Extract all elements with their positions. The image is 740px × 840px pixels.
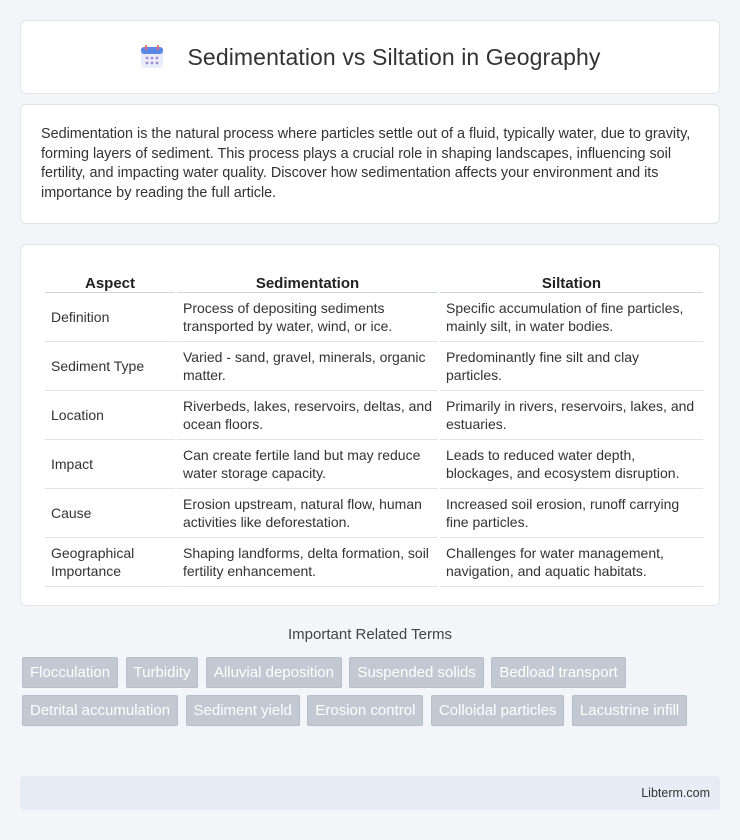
table-header-row xyxy=(45,265,703,293)
header-siltation: Siltation xyxy=(440,265,703,293)
table-row xyxy=(45,391,703,440)
comparison-table xyxy=(43,265,705,587)
row-sedimentation: Process of depositing sediments transported by water, wind, or ice. xyxy=(177,293,438,342)
header-card xyxy=(20,20,720,94)
related-terms-title: Important Related Terms xyxy=(288,626,452,643)
calendar-icon xyxy=(139,44,165,70)
footer xyxy=(20,776,720,810)
row-siltation: Specific accumulation of fine particles, mainly silt, in water bodies. xyxy=(440,293,703,342)
header-sedimentation: Sedimentation xyxy=(177,265,438,293)
table-row xyxy=(45,538,703,587)
row-aspect: Location xyxy=(45,391,175,440)
term-tag[interactable]: Sediment yield xyxy=(186,695,300,726)
row-siltation: Leads to reduced water depth, blockages, and ecosystem disruption. xyxy=(440,440,703,489)
row-aspect: Impact xyxy=(45,440,175,489)
row-sedimentation: Riverbeds, lakes, reservoirs, deltas, and ocean floors. xyxy=(177,391,438,440)
table-row xyxy=(45,440,703,489)
page-title: Sedimentation vs Siltation in Geography xyxy=(187,43,601,70)
intro-text: Sedimentation is the natural process where particles settle out of a fluid, typically water, due to gravity, forming layers of sediment. This process plays a crucial role in shaping landscapes, influencing soil fertility, and impacting water quality. Discover how sedimentation affects your environment and its importance by reading the full article. xyxy=(41,126,691,201)
term-tag[interactable]: Turbidity xyxy=(126,657,199,688)
row-siltation: Primarily in rivers, reservoirs, lakes, and estuaries. xyxy=(440,391,703,440)
intro-card xyxy=(20,104,720,224)
header-aspect: Aspect xyxy=(45,265,175,293)
table-row xyxy=(45,293,703,342)
table-row xyxy=(45,489,703,538)
term-tag[interactable]: Detrital accumulation xyxy=(22,695,178,726)
term-tag[interactable]: Suspended solids xyxy=(349,657,483,688)
term-tag[interactable]: Erosion control xyxy=(307,695,423,726)
row-aspect: Cause xyxy=(45,489,175,538)
row-aspect: Definition xyxy=(45,293,175,342)
row-siltation: Challenges for water management, navigation, and aquatic habitats. xyxy=(440,538,703,587)
row-aspect: Geographical Importance xyxy=(45,538,175,587)
footer-site-link[interactable]: Libterm.com xyxy=(641,786,710,800)
row-sedimentation: Erosion upstream, natural flow, human activities like deforestation. xyxy=(177,489,438,538)
term-tag[interactable]: Lacustrine infill xyxy=(572,695,687,726)
comparison-table-card xyxy=(20,244,720,606)
table-row xyxy=(45,342,703,391)
row-sedimentation: Varied - sand, gravel, minerals, organic matter. xyxy=(177,342,438,391)
term-tag[interactable]: Alluvial deposition xyxy=(206,657,342,688)
related-terms-list xyxy=(22,657,722,733)
row-sedimentation: Can create fertile land but may reduce water storage capacity. xyxy=(177,440,438,489)
row-aspect: Sediment Type xyxy=(45,342,175,391)
term-tag[interactable]: Bedload transport xyxy=(491,657,625,688)
row-siltation: Increased soil erosion, runoff carrying fine particles. xyxy=(440,489,703,538)
row-sedimentation: Shaping landforms, delta formation, soil fertility enhancement. xyxy=(177,538,438,587)
term-tag[interactable]: Colloidal particles xyxy=(431,695,565,726)
row-siltation: Predominantly fine silt and clay particles. xyxy=(440,342,703,391)
term-tag[interactable]: Flocculation xyxy=(22,657,118,688)
